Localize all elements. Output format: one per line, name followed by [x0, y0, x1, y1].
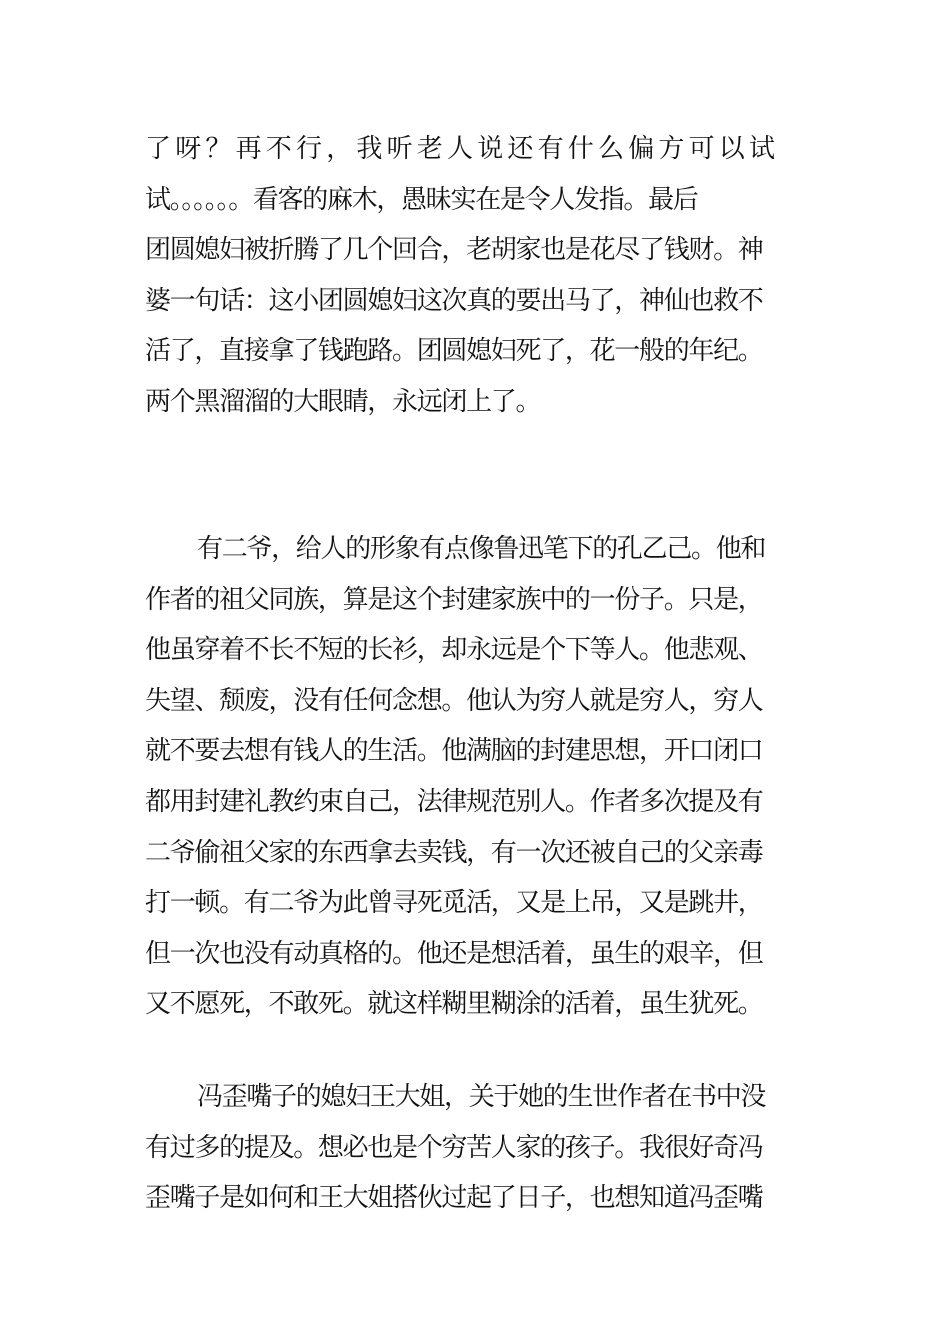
text-line: 作者的祖父同族，算是这个封建家族中的一份子。只是， [145, 584, 763, 615]
text-line: 活了，直接拿了钱跑路。团圆媳妇死了，花一般的年纪。 [145, 336, 763, 367]
text-line: 失望、颓废，没有任何念想。他认为穷人就是穷人，穷人 [145, 685, 763, 716]
text-line: 有过多的提及。想必也是个穷苦人家的孩子。我很好奇冯 [145, 1132, 763, 1163]
text-line: 他虽穿着不长不短的长衫，却永远是个下等人。他悲观、 [145, 635, 763, 666]
text-line: 两个黑溜溜的大眼睛，永远闭上了。 [145, 386, 541, 417]
paragraph-tuanyuan-ending [145, 124, 807, 428]
text-line: 就不要去想有钱人的生活。他满脑的封建思想，开口闭口 [145, 736, 763, 767]
text-line: 冯歪嘴子的媳妇王大姐，关于她的生世作者在书中没 [197, 1082, 766, 1112]
text-line: 了呀？再不行，我听老人说还有什么偏方可以试 [145, 134, 780, 164]
text-line: 歪嘴子是如何和王大姐搭伙过起了日子，也想知道冯歪嘴 [145, 1183, 763, 1214]
text-line: 但一次也没有动真格的。他还是想活着，虽生的艰辛，但 [145, 938, 763, 969]
paragraph-youerye [145, 524, 807, 1030]
paragraph-wang-dajie [145, 1072, 807, 1224]
text-line: 试。。。。。。看客的麻木，愚昧实在是令人发指。最后 [145, 184, 698, 215]
text-line: 打一顿。有二爷为此曾寻死觅活，又是上吊，又是跳井， [145, 888, 763, 919]
text-line: 二爷偷祖父家的东西拿去卖钱，有一次还被自己的父亲毒 [145, 837, 763, 868]
text-line: 有二爷，给人的形象有点像鲁迅笔下的孔乙己。他和 [197, 534, 766, 564]
text-line: 又不愿死，不敢死。就这样糊里糊涂的活着，虽生犹死。 [145, 989, 763, 1020]
text-line: 都用封建礼教约束自己，法律规范别人。作者多次提及有 [145, 786, 763, 817]
text-line: 团圆媳妇被折腾了几个回合，老胡家也是花尽了钱财。神 [145, 235, 763, 266]
text-line: 婆一句话：这小团圆媳妇这次真的要出马了，神仙也救不 [145, 285, 763, 316]
